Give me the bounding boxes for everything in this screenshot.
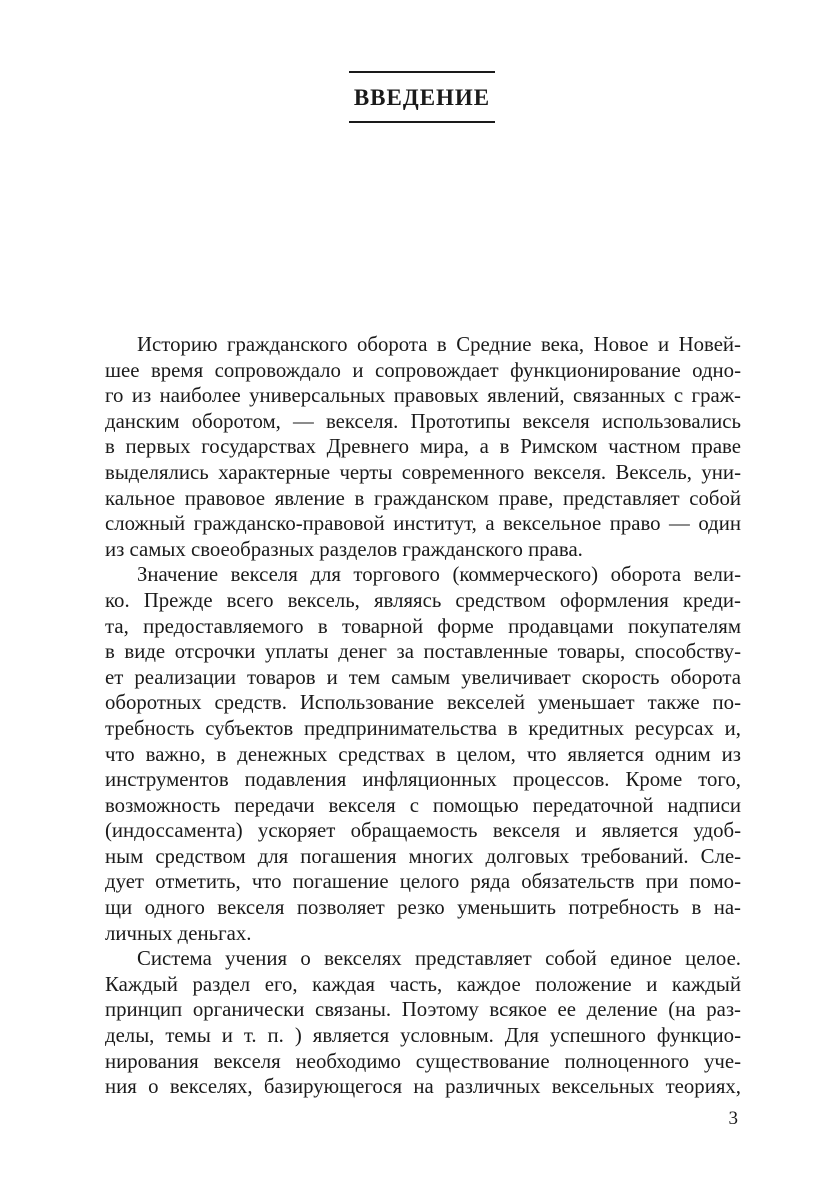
body-text: [105, 332, 741, 1100]
text-line: (индоссамента) ускоряет обращаемость векселя и является удоб-: [105, 819, 741, 843]
text-line: делы, темы и т. п. ) является условным. Для успешного функцио-: [105, 1024, 741, 1048]
text-line: Система учения о векселях представляет собой единое целое.: [137, 947, 741, 971]
text-line: ко. Прежде всего вексель, являясь средством оформления креди-: [105, 588, 741, 612]
text-line: го из наиболее универсальных правовых явлений, связанных с граж-: [105, 384, 741, 408]
text-line: из самых своеобразных разделов гражданского права.: [105, 537, 583, 561]
text-line: оборотных средств. Использование векселей уменьшает также по-: [105, 691, 741, 715]
text-line: дует отметить, что погашение целого ряда обязательств при помо-: [105, 870, 741, 894]
text-line: та, предоставляемого в товарной форме продавцами покупателям: [105, 614, 741, 638]
text-line: данским оборотом, — векселя. Прототипы векселя использовались: [105, 409, 741, 433]
text-line: кальное правовое явление в гражданском праве, представляет собой: [105, 486, 741, 510]
text-line: ет реализации товаров и тем самым увеличивает скорость оборота: [105, 665, 741, 689]
chapter-title-block: [349, 71, 495, 123]
text-line: Значение векселя для торгового (коммерческого) оборота вели-: [137, 563, 741, 587]
text-line: Историю гражданского оборота в Средние века, Новое и Новей-: [137, 333, 741, 356]
text-line: личных деньгах.: [105, 921, 252, 945]
text-line: Каждый раздел его, каждая часть, каждое положение и каждый: [105, 972, 741, 996]
text-line: принцип органически связаны. Поэтому всякое ее деление (на раз-: [105, 998, 741, 1022]
chapter-title: ВВЕДЕНИЕ: [353, 84, 491, 110]
text-line: сложный гражданско-правовой институт, а вексельное право — один: [105, 512, 741, 536]
text-line: шее время сопровождало и сопровождает функционирование одно-: [105, 358, 741, 382]
page-number: 3: [728, 1108, 738, 1129]
text-line: требность субъектов предпринимательства в кредитных ресурсах и,: [105, 716, 741, 740]
text-line: в первых государствах Древнего мира, а в Римском частном праве: [105, 435, 741, 459]
text-line: возможность передачи векселя с помощью передаточной надписи: [105, 793, 741, 817]
text-line: инструментов подавления инфляционных процессов. Кроме того,: [105, 768, 741, 792]
text-line: выделялись характерные черты современного векселя. Вексель, уни-: [105, 460, 741, 484]
text-line: в виде отсрочки уплаты денег за поставленные товары, способству-: [105, 640, 741, 664]
text-line: щи одного векселя позволяет резко уменьшить потребность в на-: [105, 896, 741, 920]
text-line: нирования векселя необходимо существование полноценного уче-: [105, 1049, 741, 1073]
text-line: ния о векселях, базирующегося на различных вексельных теориях,: [105, 1075, 741, 1099]
text-line: что важно, в денежных средствах в целом, что является одним из: [105, 742, 741, 766]
text-line: ным средством для погашения многих долговых требований. Сле-: [105, 844, 741, 868]
